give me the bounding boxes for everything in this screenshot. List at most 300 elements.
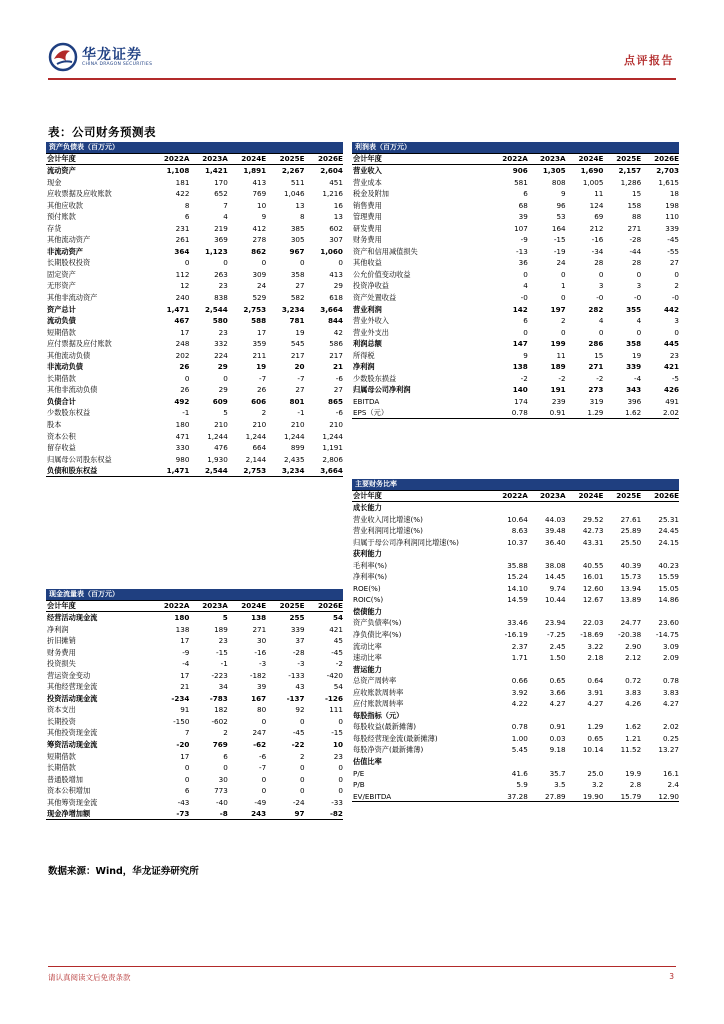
row-label: 每股净资产(最新摊薄) xyxy=(353,745,424,755)
cell-value: 26 xyxy=(180,385,190,395)
cell-value: 80 xyxy=(257,705,267,715)
cell-value: 545 xyxy=(290,339,305,349)
table-row xyxy=(352,514,679,526)
row-label: 其他收益 xyxy=(353,258,382,268)
cell-value: 19 xyxy=(632,350,642,360)
cell-value: 2 xyxy=(561,316,566,326)
cell-value: -45 xyxy=(292,728,305,738)
cell-value: 1,216 xyxy=(322,189,343,199)
cell-value: 1,005 xyxy=(582,177,604,187)
cell-value: 16.1 xyxy=(662,768,679,778)
cell-value: 15 xyxy=(594,350,604,360)
row-label: 每股指标（元） xyxy=(353,710,404,720)
cell-value: 142 xyxy=(512,304,528,314)
cell-value: -82 xyxy=(329,809,343,819)
cell-value: 358 xyxy=(290,269,305,279)
cell-value: 9.74 xyxy=(549,583,566,593)
cell-value: 618 xyxy=(329,293,343,303)
cell-value: 2.02 xyxy=(662,408,679,418)
cell-value: 2,753 xyxy=(243,466,267,476)
cell-value: 369 xyxy=(214,235,228,245)
table-row xyxy=(46,727,343,739)
row-label: 净负债比率(%) xyxy=(353,630,402,640)
cell-value: -34 xyxy=(591,246,604,256)
cell-value: 2,806 xyxy=(322,454,343,464)
column-header-year: 2026E xyxy=(654,491,679,500)
cell-value: 339 xyxy=(290,624,305,634)
row-label: 负债和股东权益 xyxy=(47,466,98,476)
cell-value: 42 xyxy=(333,327,343,337)
cell-value: 0 xyxy=(261,774,267,784)
cell-value: 3.2 xyxy=(591,780,604,790)
header-divider xyxy=(48,78,676,80)
cell-value: -6 xyxy=(335,373,343,383)
table-row xyxy=(352,652,679,664)
cell-value: 781 xyxy=(289,316,305,326)
cell-value: -16.19 xyxy=(504,630,528,640)
table-row xyxy=(46,304,343,316)
cell-value: 0.91 xyxy=(549,722,566,732)
row-label: 应收账款周转率 xyxy=(353,687,404,697)
row-label: 长期借款 xyxy=(47,763,76,773)
cell-value: 1,244 xyxy=(207,431,228,441)
cell-value: 16.01 xyxy=(582,572,604,582)
cell-value: 43 xyxy=(295,682,305,692)
cell-value: -2 xyxy=(596,373,604,383)
table-row xyxy=(46,612,343,624)
cell-value: 92 xyxy=(295,705,305,715)
cell-value: 9 xyxy=(561,189,566,199)
table-row xyxy=(46,211,343,223)
cell-value: -33 xyxy=(331,797,343,807)
cell-value: 0.65 xyxy=(587,733,604,743)
table-row xyxy=(352,756,679,768)
cell-value: 0 xyxy=(299,774,305,784)
cell-value: -0 xyxy=(596,293,604,303)
cell-value: 2,435 xyxy=(283,454,305,464)
cell-value: 273 xyxy=(588,385,604,395)
cell-value: 9.18 xyxy=(549,745,566,755)
cell-value: 39.48 xyxy=(545,526,566,536)
cell-value: -45 xyxy=(667,235,679,245)
cell-value: -0 xyxy=(520,293,528,303)
cell-value: 10.64 xyxy=(507,514,528,524)
company-logo xyxy=(48,40,188,74)
cell-value: 263 xyxy=(214,269,228,279)
table-row xyxy=(352,327,679,339)
cell-value: 10.37 xyxy=(507,537,528,547)
cell-value: -602 xyxy=(211,716,228,726)
table-row xyxy=(352,733,679,745)
row-label: 长期借款 xyxy=(47,373,76,383)
cell-value: 9 xyxy=(523,350,528,360)
cell-value: 0 xyxy=(299,258,305,268)
cell-value: -28 xyxy=(292,647,305,657)
cell-value: 210 xyxy=(329,420,343,430)
cell-value: -8 xyxy=(219,809,228,819)
column-header-year: 2025E xyxy=(279,154,305,163)
table-row xyxy=(46,739,343,751)
cell-value: 0 xyxy=(299,786,305,796)
cell-value: 3.91 xyxy=(587,687,604,697)
cell-value: -6 xyxy=(259,751,267,761)
cell-value: 6 xyxy=(523,316,528,326)
row-label: 公允价值变动收益 xyxy=(353,269,411,279)
cell-value: 471 xyxy=(175,431,190,441)
cell-value: 282 xyxy=(588,304,604,314)
cell-value: 2,544 xyxy=(205,304,228,314)
logo-chinese-name: 华龙证券 xyxy=(82,47,142,63)
cell-value: 271 xyxy=(588,362,604,372)
cell-value: 2,703 xyxy=(656,166,679,175)
table-row xyxy=(46,431,343,443)
cell-value: 19 xyxy=(256,362,267,372)
cell-value: 385 xyxy=(290,223,305,233)
cell-value: 0 xyxy=(561,269,566,279)
cell-value: 197 xyxy=(550,304,566,314)
cell-value: 0 xyxy=(184,258,190,268)
cell-value: -5 xyxy=(671,373,679,383)
cell-value: 16 xyxy=(333,200,343,210)
cell-value: -4 xyxy=(182,659,190,669)
row-label: 筹资活动现金流 xyxy=(47,740,98,750)
row-label: 营业收入 xyxy=(353,166,382,175)
cell-value: 838 xyxy=(214,293,228,303)
cell-value: 224 xyxy=(214,350,228,360)
cell-value: 2.90 xyxy=(625,641,642,651)
row-label: 长期投资 xyxy=(47,716,76,726)
cell-value: -7 xyxy=(259,763,267,773)
row-label: 投资损失 xyxy=(47,659,76,669)
cell-value: 45 xyxy=(333,636,343,646)
cell-value: 1,191 xyxy=(322,443,343,453)
row-label: 流动负债 xyxy=(47,316,76,326)
row-label: 流动比率 xyxy=(353,641,382,651)
cell-value: 4 xyxy=(523,281,528,291)
cell-value: 24.45 xyxy=(658,526,679,536)
cash-flow-table xyxy=(46,589,343,820)
row-label: 现金 xyxy=(47,177,62,187)
row-label: 少数股东权益 xyxy=(47,408,91,418)
row-label: 应付账款周转率 xyxy=(353,699,404,709)
cell-value: 442 xyxy=(663,304,679,314)
table-row xyxy=(352,560,679,572)
cell-value: 25.89 xyxy=(620,526,642,536)
table-row xyxy=(46,315,343,327)
cell-value: 23 xyxy=(218,636,228,646)
table-row xyxy=(352,698,679,710)
cell-value: -6 xyxy=(335,408,343,418)
cell-value: 3 xyxy=(598,281,604,291)
table-row xyxy=(46,177,343,189)
table-row xyxy=(46,716,343,728)
cell-value: 138 xyxy=(512,362,528,372)
cell-value: 0 xyxy=(636,327,642,337)
cell-value: 330 xyxy=(175,443,190,453)
cell-value: 3,234 xyxy=(281,466,305,476)
cell-value: 37.28 xyxy=(507,791,528,801)
table-row xyxy=(352,304,679,316)
cell-value: 582 xyxy=(290,293,305,303)
cell-value: 0 xyxy=(184,763,190,773)
cell-value: 34 xyxy=(218,682,228,692)
table-row xyxy=(352,350,679,362)
table-row xyxy=(352,617,679,629)
cell-value: 3.83 xyxy=(662,687,679,697)
table-row xyxy=(352,629,679,641)
row-label: 归属于母公司净利润同比增速(%) xyxy=(353,537,459,547)
cell-value: 10 xyxy=(257,200,267,210)
cell-value: 17 xyxy=(180,751,190,761)
row-label: ROIC(%) xyxy=(353,595,384,605)
cell-value: 158 xyxy=(627,200,642,210)
cell-value: 4 xyxy=(223,212,228,222)
cell-value: 23 xyxy=(669,350,679,360)
cell-value: -43 xyxy=(177,797,190,807)
row-label: 每股收益(最新摊薄) xyxy=(353,722,417,732)
table-row xyxy=(352,687,679,699)
table-row xyxy=(352,779,679,791)
cell-value: 17 xyxy=(180,670,190,680)
column-header-year: 2025E xyxy=(616,491,642,500)
cell-value: 5.9 xyxy=(516,780,528,790)
cell-value: -22 xyxy=(291,740,305,750)
row-label: 短期借款 xyxy=(47,327,76,337)
cell-value: 248 xyxy=(175,339,190,349)
cell-value: 21 xyxy=(180,682,190,692)
cell-value: 3 xyxy=(636,281,642,291)
cell-value: -126 xyxy=(324,693,343,703)
cell-value: 6 xyxy=(184,212,190,222)
cell-value: 10 xyxy=(332,740,343,750)
cell-value: 2.37 xyxy=(511,641,528,651)
table-row xyxy=(352,396,679,408)
cell-value: 147 xyxy=(512,339,528,349)
cell-value: -182 xyxy=(249,670,267,680)
cell-value: -3 xyxy=(297,659,305,669)
cell-value: -3 xyxy=(259,659,267,669)
cell-value: 38.08 xyxy=(545,560,566,570)
cell-value: 24 xyxy=(556,258,566,268)
cell-value: -0 xyxy=(671,293,679,303)
row-label: 营业外支出 xyxy=(353,327,389,337)
table-row xyxy=(46,751,343,763)
cell-value: 0 xyxy=(338,786,343,796)
cell-value: -133 xyxy=(288,670,305,680)
cell-value: -0 xyxy=(634,293,642,303)
table-row xyxy=(46,419,343,431)
row-label: 净利润 xyxy=(47,624,69,634)
cell-value: 35.7 xyxy=(549,768,566,778)
cell-value: -49 xyxy=(254,797,267,807)
column-header-year: 2022A xyxy=(502,154,528,163)
cell-value: 865 xyxy=(327,396,343,406)
row-label: EV/EBITDA xyxy=(353,791,392,801)
table-row xyxy=(352,165,679,177)
cell-value: 0 xyxy=(561,293,566,303)
cell-value: 3.5 xyxy=(554,780,566,790)
cell-value: 7 xyxy=(223,200,228,210)
cell-value: 27 xyxy=(669,258,679,268)
cell-value: -2 xyxy=(520,373,528,383)
cell-value: 14.86 xyxy=(658,595,679,605)
cell-value: -7 xyxy=(259,373,267,383)
cell-value: 0 xyxy=(338,763,343,773)
cell-value: 343 xyxy=(626,385,642,395)
cell-value: 11 xyxy=(556,350,566,360)
cell-value: -783 xyxy=(209,693,228,703)
row-label: 管理费用 xyxy=(353,212,382,222)
cell-value: 180 xyxy=(175,420,190,430)
cell-value: 1.62 xyxy=(625,722,642,732)
cell-value: -73 xyxy=(176,809,190,819)
cell-value: 140 xyxy=(512,385,528,395)
cell-value: 217 xyxy=(290,350,305,360)
table-row xyxy=(352,177,679,189)
table-row xyxy=(352,606,679,618)
cell-value: -420 xyxy=(326,670,343,680)
balance-sheet-table xyxy=(46,142,343,477)
row-label: EPS（元） xyxy=(353,408,389,418)
row-label: 资本公积增加 xyxy=(47,786,91,796)
cell-value: 492 xyxy=(174,396,190,406)
cell-value: 0.78 xyxy=(511,408,528,418)
cell-value: -1 xyxy=(182,408,190,418)
column-header-year: 2023A xyxy=(202,154,228,163)
cell-value: 3.09 xyxy=(662,641,679,651)
cell-value: 2.12 xyxy=(625,653,642,663)
cell-value: 271 xyxy=(252,624,267,634)
cell-value: 0.91 xyxy=(549,408,566,418)
cell-value: 0.72 xyxy=(625,676,642,686)
row-label: 少数股东损益 xyxy=(353,373,397,383)
cell-value: -24 xyxy=(292,797,305,807)
cell-value: -19 xyxy=(553,246,566,256)
cell-value: 1,046 xyxy=(283,189,305,199)
row-label: 资本支出 xyxy=(47,705,76,715)
table-row xyxy=(352,664,679,676)
cell-value: 23.60 xyxy=(658,618,679,628)
cell-value: 5 xyxy=(223,408,228,418)
cell-value: 15 xyxy=(632,189,642,199)
table-row xyxy=(352,200,679,212)
cell-value: 606 xyxy=(251,396,267,406)
cell-value: 0.03 xyxy=(549,733,566,743)
cell-value: 24.15 xyxy=(658,537,679,547)
cell-value: 24 xyxy=(257,281,267,291)
cell-value: 53 xyxy=(556,212,566,222)
cell-value: 413 xyxy=(252,177,267,187)
cell-value: 217 xyxy=(329,350,343,360)
row-label: 营业利润同比增速(%) xyxy=(353,526,423,536)
cell-value: -44 xyxy=(629,246,642,256)
cell-value: 231 xyxy=(175,223,190,233)
cell-value: 22.03 xyxy=(582,618,604,628)
cell-value: 13 xyxy=(333,212,343,222)
cell-value: 0 xyxy=(674,269,679,279)
row-label: 其他非流动资产 xyxy=(47,293,98,303)
cell-value: 2.02 xyxy=(662,722,679,732)
cell-value: 364 xyxy=(174,246,190,256)
table-row xyxy=(352,384,679,396)
cell-value: 0.78 xyxy=(662,676,679,686)
cell-value: 44.03 xyxy=(545,514,566,524)
cell-value: 35.88 xyxy=(507,560,528,570)
table-row xyxy=(46,396,343,408)
cell-value: 0.66 xyxy=(511,676,528,686)
cell-value: 2 xyxy=(261,408,267,418)
cell-value: 4.27 xyxy=(587,699,604,709)
row-label: 其他流动资产 xyxy=(47,235,91,245)
cell-value: 426 xyxy=(663,385,679,395)
cell-value: -2 xyxy=(335,659,343,669)
table-row xyxy=(46,647,343,659)
cell-value: 8.63 xyxy=(511,526,528,536)
cell-value: 211 xyxy=(252,350,267,360)
cell-value: 112 xyxy=(175,269,190,279)
cell-value: 27.89 xyxy=(545,791,566,801)
cell-value: 110 xyxy=(665,212,679,222)
row-label: 总资产周转率 xyxy=(353,676,397,686)
cell-value: 271 xyxy=(627,223,642,233)
table-row xyxy=(352,361,679,373)
cell-value: 602 xyxy=(329,223,343,233)
cell-value: 4.26 xyxy=(625,699,642,709)
cell-value: 12.90 xyxy=(658,791,679,801)
cell-value: 15.24 xyxy=(507,572,528,582)
cell-value: 445 xyxy=(663,339,679,349)
row-label: 其他应收款 xyxy=(47,200,83,210)
cell-value: 307 xyxy=(329,235,343,245)
row-label: 财务费用 xyxy=(47,647,76,657)
table-row xyxy=(46,407,343,419)
cell-value: 1 xyxy=(561,281,566,291)
cell-value: 906 xyxy=(512,166,528,175)
cell-value: 181 xyxy=(175,177,190,187)
cell-value: 6 xyxy=(184,786,190,796)
cell-value: -13 xyxy=(516,246,528,256)
column-header-row xyxy=(46,600,343,612)
row-label: 折旧摊销 xyxy=(47,636,76,646)
cell-value: 1,471 xyxy=(166,466,190,476)
cell-value: 10.14 xyxy=(582,745,604,755)
cell-value: -15 xyxy=(553,235,566,245)
cell-value: 967 xyxy=(289,246,305,256)
cell-value: 5 xyxy=(222,613,228,622)
cell-value: 41.6 xyxy=(511,768,528,778)
cell-value: 14.59 xyxy=(507,595,528,605)
cell-value: 30 xyxy=(257,636,267,646)
table-row xyxy=(46,465,343,477)
cell-value: 174 xyxy=(514,396,528,406)
cell-value: 529 xyxy=(252,293,267,303)
cell-value: 1.29 xyxy=(587,722,604,732)
cell-value: 0 xyxy=(261,258,267,268)
cell-value: 2.09 xyxy=(662,653,679,663)
cell-value: -7 xyxy=(297,373,305,383)
table-row xyxy=(352,246,679,258)
cell-value: 0 xyxy=(636,269,642,279)
cell-value: 6 xyxy=(223,751,228,761)
table-row xyxy=(46,269,343,281)
row-label: 资产和信用减值损失 xyxy=(353,246,418,256)
cell-value: 1.50 xyxy=(549,653,566,663)
row-label: 其他经营现金流 xyxy=(47,682,98,692)
cell-value: 4.27 xyxy=(549,699,566,709)
column-header-year: 2024E xyxy=(578,154,604,163)
cell-value: 29 xyxy=(217,362,228,372)
row-label: 销售费用 xyxy=(353,200,382,210)
